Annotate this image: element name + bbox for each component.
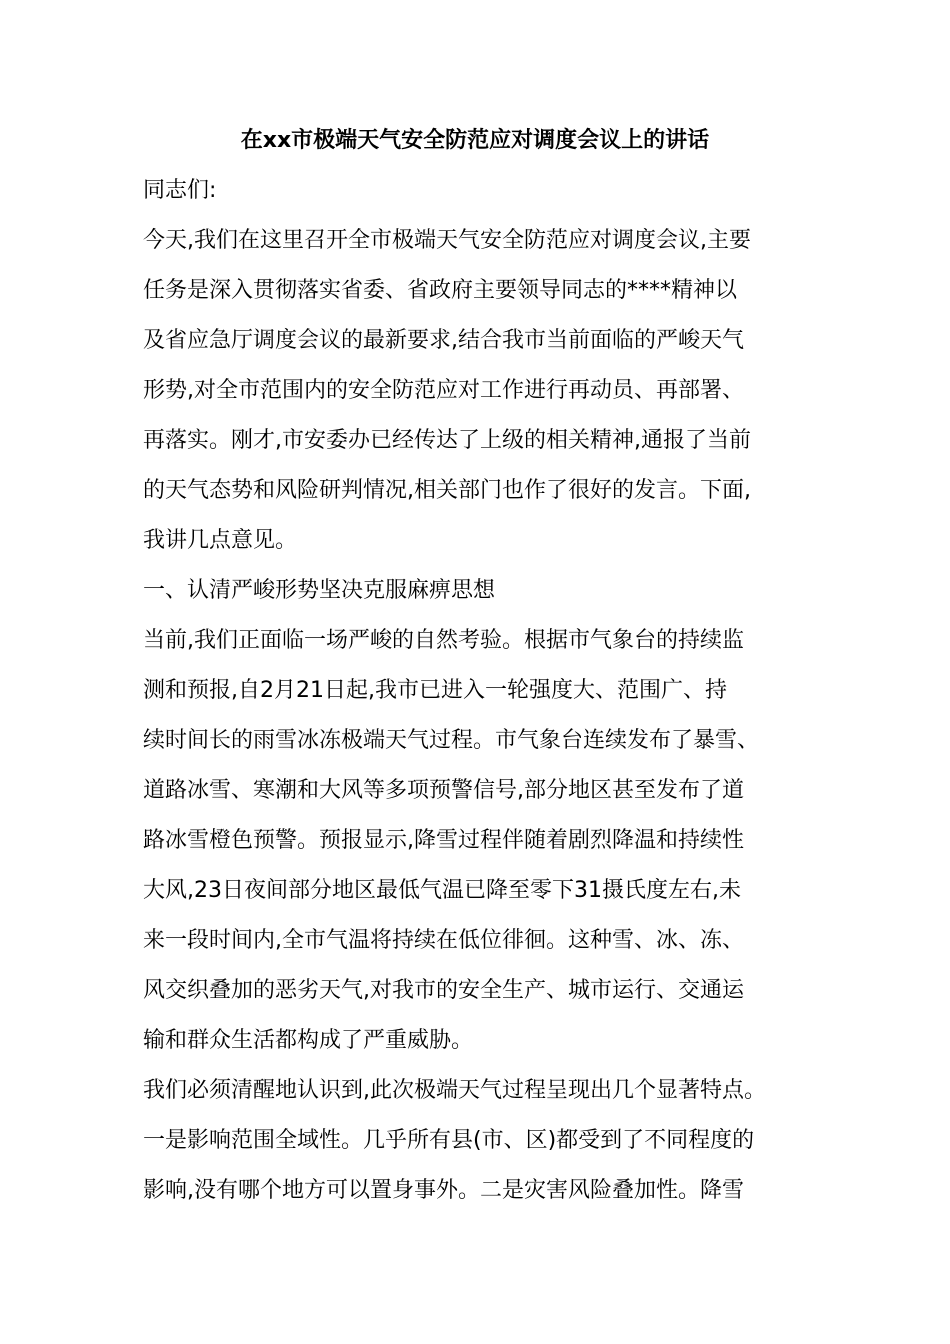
text-line: 的天气态势和风险研判情况,相关部门也作了很好的发言。下面, <box>143 478 751 503</box>
text-line: 我们必须清醒地认识到,此次极端天气过程呈现出几个显著特点。 <box>143 1078 766 1103</box>
text-line: 今天,我们在这里召开全市极端天气安全防范应对调度会议,主要 <box>143 228 751 253</box>
text-line: 同志们: <box>143 178 217 203</box>
section-heading: 一、认清严峻形势坚决克服麻痹思想 <box>143 578 496 603</box>
text-line: 任务是深入贯彻落实省委、省政府主要领导同志的****精神以 <box>143 278 738 303</box>
text-line: 当前,我们正面临一场严峻的自然考验。根据市气象台的持续监 <box>143 628 744 653</box>
text-line: 测和预报,自2月21日起,我市已进入一轮强度大、范围广、持 <box>143 678 727 703</box>
text-line: 道路冰雪、寒潮和大风等多项预警信号,部分地区甚至发布了道 <box>143 778 744 803</box>
text-line: 路冰雪橙色预警。预报显示,降雪过程伴随着剧烈降温和持续性 <box>143 828 744 853</box>
text-line: 输和群众生活都构成了严重威胁。 <box>143 1028 474 1053</box>
text-line: 来一段时间内,全市气温将持续在低位徘徊。这种雪、冰、冻、 <box>143 928 744 953</box>
text-line: 再落实。刚才,市安委办已经传达了上级的相关精神,通报了当前 <box>143 428 751 453</box>
text-line: 及省应急厅调度会议的最新要求,结合我市当前面临的严峻天气 <box>143 328 744 353</box>
text-line: 我讲几点意见。 <box>143 528 298 553</box>
text-line: 风交织叠加的恶劣天气,对我市的安全生产、城市运行、交通运 <box>143 978 744 1003</box>
text-line: 影响,没有哪个地方可以置身事外。二是灾害风险叠加性。降雪 <box>143 1178 744 1203</box>
text-line: 形势,对全市范围内的安全防范应对工作进行再动员、再部署、 <box>143 378 744 403</box>
text-line: 续时间长的雨雪冰冻极端天气过程。市气象台连续发布了暴雪、 <box>143 728 760 753</box>
text-line: 大风,23日夜间部分地区最低气温已降至零下31摄氏度左右,未 <box>143 878 741 903</box>
document-title: 在xx市极端天气安全防范应对调度会议上的讲话 <box>240 128 710 153</box>
text-line: 一是影响范围全域性。几乎所有县(市、区)都受到了不同程度的 <box>143 1128 755 1153</box>
